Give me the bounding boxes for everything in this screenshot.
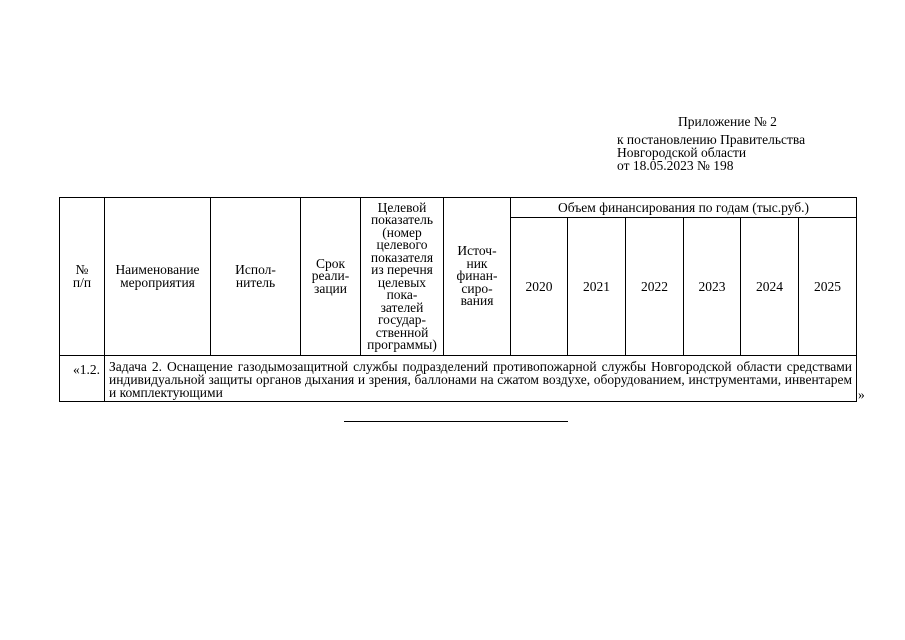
header-source-text: Источ- ник финан- сиро- вания	[456, 243, 498, 309]
closing-quote: »	[858, 387, 865, 402]
header-term	[301, 198, 361, 356]
header-term-text: Срок реали- зации	[311, 255, 350, 296]
header-year: 2023	[684, 218, 741, 356]
header-executor	[211, 198, 301, 356]
header-year: 2021	[568, 218, 626, 356]
appendix-title: Приложение № 2	[678, 114, 777, 129]
row-number: «1.2.	[60, 356, 105, 402]
resolution-line-2: Новгородской области	[617, 145, 747, 160]
row-task-text: Задача 2. Оснащение газодымозащитной службы подразделений противопожарной службы Новгородской области средствами индивидуальной защиты органов дыхания и зрения, баллонами на сжатом воздухе, оборудованием, инструментами, инвентарем и комплектующими	[105, 356, 857, 402]
table-row	[60, 356, 857, 402]
header-year: 2025	[799, 218, 857, 356]
header-executor-text: Испол- нитель	[235, 262, 276, 290]
header-number	[60, 198, 105, 356]
header-funding	[511, 198, 857, 218]
header-target	[361, 198, 444, 356]
header-source	[444, 198, 511, 356]
header-funding-text: Объем финансирования по годам (тыс.руб.)	[558, 199, 809, 215]
resolution-line-1: к постановлению Правительства	[617, 132, 806, 147]
resolution-reference	[617, 133, 805, 172]
header-year: 2024	[741, 218, 799, 356]
table-header-row	[60, 198, 857, 218]
resolution-line-3: от 18.05.2023 № 198	[617, 158, 734, 173]
header-name-text: Наименование мероприятия	[115, 262, 200, 290]
header-year: 2020	[511, 218, 568, 356]
header-year: 2022	[626, 218, 684, 356]
header-target-text: Целевой показатель (номер целевого показателя из перечня целевых пока- зателей государ- ственной программы)	[367, 199, 437, 352]
end-divider	[344, 421, 568, 422]
header-name	[105, 198, 211, 356]
header-number-text: № п/п	[72, 262, 92, 290]
financing-table	[59, 197, 857, 402]
